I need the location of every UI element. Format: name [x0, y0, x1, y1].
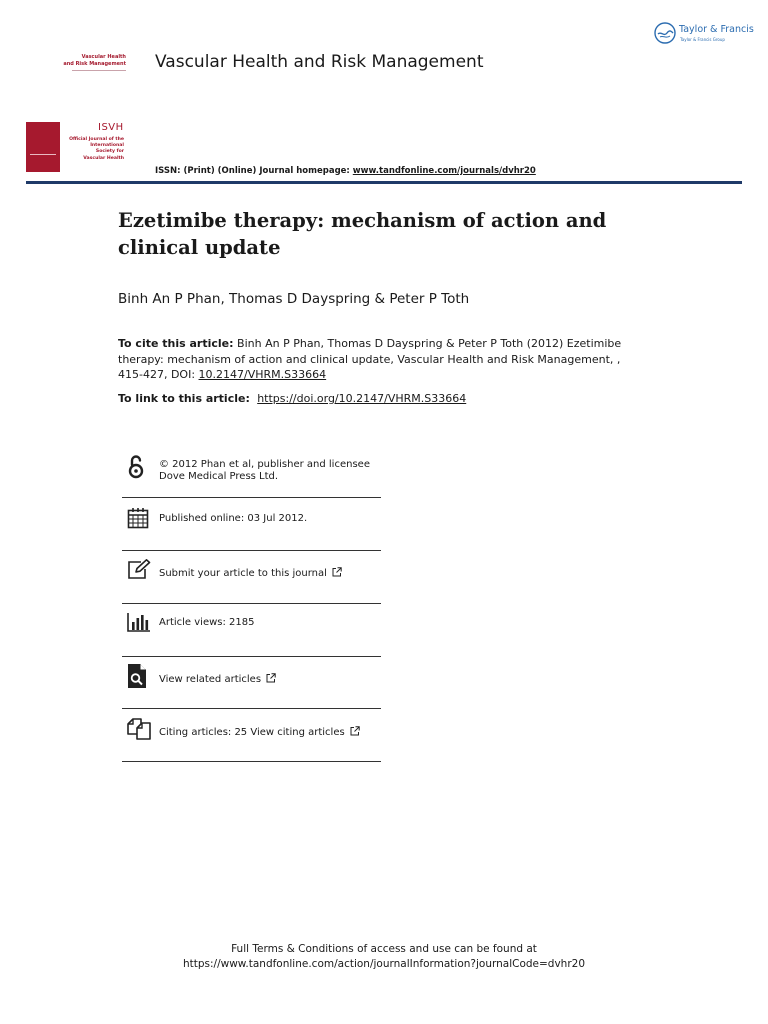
doi-link[interactable]: 10.2147/VHRM.S33664 — [198, 368, 327, 381]
info-divider — [122, 497, 381, 498]
open-access-icon — [127, 454, 145, 480]
society-name — [62, 137, 124, 162]
article-title: Ezetimibe therapy: mechanism of action and clinical update — [118, 209, 607, 259]
bar-chart-icon — [127, 612, 151, 632]
citation-block — [118, 336, 638, 383]
article-link-line — [118, 391, 466, 406]
external-link-icon — [350, 726, 360, 736]
license-row[interactable] — [122, 452, 380, 496]
issn-label: ISSN: (Print) (Online) Journal homepage: — [155, 166, 353, 176]
article-doi-url[interactable]: https://doi.org/10.2147/VHRM.S33664 — [257, 392, 467, 405]
publisher-logo-icon — [654, 22, 676, 44]
related-articles-link — [159, 673, 276, 687]
society-mark: ISVH — [98, 122, 124, 133]
publisher-name: Taylor & Francis — [679, 24, 754, 35]
footer-line1: Full Terms & Conditions of access and use can be found at — [231, 943, 537, 955]
journal-logo-line1: Vascular Health — [81, 54, 126, 60]
journal-logo[interactable] — [54, 54, 126, 76]
info-divider — [122, 656, 381, 657]
cite-label: To cite this article: — [118, 337, 234, 350]
submit-article-link — [159, 567, 342, 581]
cite-text: Binh An P Phan, Thomas D Dayspring & Peter P Toth (2012) Ezetimibe therapy: mechanism of action and clinical update, Vascular Health and Risk Management, , 415-427, DOI: — [118, 337, 622, 381]
published-date: Published online: 03 Jul 2012. — [159, 513, 308, 524]
published-row — [122, 505, 380, 545]
society-line2: International — [90, 143, 124, 149]
external-link-icon — [266, 673, 276, 683]
citing-articles-link — [159, 726, 360, 740]
article-views: Article views: 2185 — [159, 617, 255, 628]
license-line1: © 2012 Phan et al, publisher and licensee — [159, 459, 370, 470]
footer-terms — [0, 942, 768, 972]
info-divider — [122, 708, 381, 709]
article-views-row — [122, 610, 380, 650]
journal-homepage-link[interactable]: www.tandfonline.com/journals/dvhr20 — [352, 166, 536, 176]
cover-stripe — [30, 154, 56, 155]
submit-article-row[interactable] — [122, 558, 380, 598]
journal-logo-line2: and Risk Management — [63, 61, 126, 67]
edit-icon — [127, 559, 151, 581]
document-search-icon — [127, 663, 147, 689]
footer-terms-url[interactable]: https://www.tandfonline.com/action/journalInformation?journalCode=dvhr20 — [182, 958, 586, 970]
article-authors: Binh An P Phan, Thomas D Dayspring & Peter P Toth — [118, 291, 470, 307]
external-link-icon — [332, 567, 342, 577]
journal-logo-rule — [72, 70, 126, 71]
related-articles-row[interactable] — [122, 663, 380, 703]
issn-line — [155, 166, 536, 176]
citing-articles-row[interactable] — [122, 716, 380, 756]
license-line2: Dove Medical Press Ltd. — [159, 471, 279, 482]
info-divider — [122, 550, 381, 551]
society-line4: Vascular Health — [83, 155, 124, 161]
citing-documents-icon — [127, 717, 151, 741]
calendar-icon — [127, 507, 149, 529]
society-line1: Official Journal of the — [69, 137, 124, 142]
journal-cover-image[interactable] — [26, 122, 60, 172]
header-divider — [26, 181, 742, 184]
journal-title: Vascular Health and Risk Management — [155, 52, 484, 72]
citing-articles-label: Citing articles: 25 View citing articles — [159, 727, 345, 738]
publisher-group: Taylor & Francis Group — [680, 37, 725, 42]
taylor-francis-logo[interactable] — [654, 22, 754, 48]
submit-article-label: Submit your article to this journal — [159, 568, 327, 579]
info-divider — [122, 603, 381, 604]
info-divider — [122, 761, 381, 762]
related-articles-label: View related articles — [159, 674, 262, 685]
society-line3: Society for — [95, 149, 124, 155]
link-label: To link to this article: — [118, 392, 254, 405]
